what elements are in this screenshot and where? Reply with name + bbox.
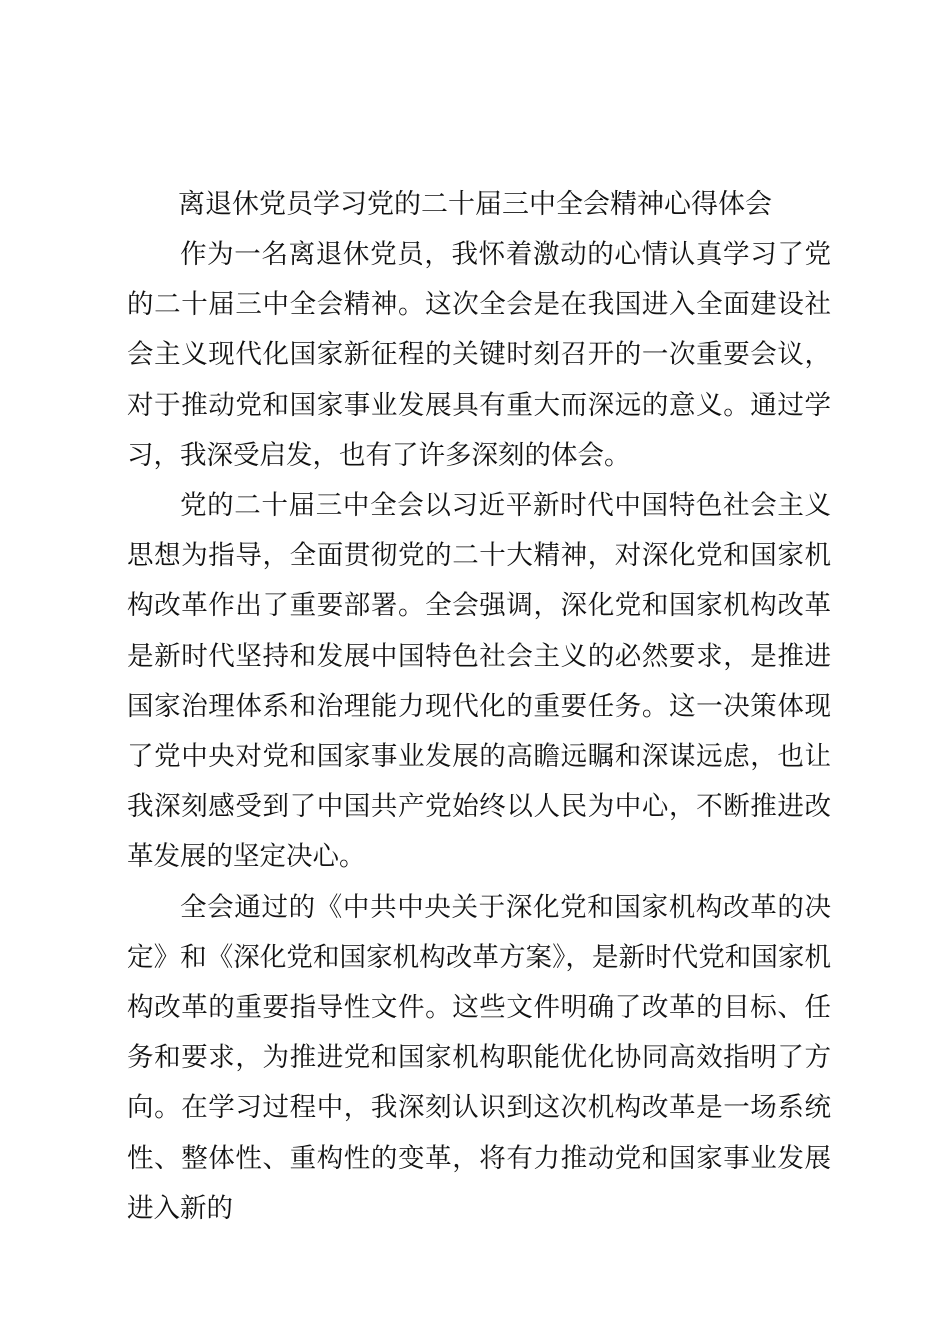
document-title: 离退休党员学习党的二十届三中全会精神心得体会 — [178, 189, 772, 220]
paragraph-3: 全会通过的《中共中央关于深化党和国家机构改革的决定》和《深化党和国家机构改革方案》，是新时代党和国家机构改革的重要指导性文件。这些文件明确了改革的目标、任务和要求，为推进党和国家机构职能优化协同高效指明了方向。在学习过程中，我深刻认识到这次机构改革是一场系统性、整体性、重构性的变革，将有力推动党和国家事业发展进入新的 — [127, 891, 831, 1224]
paragraph-2: 党的二十届三中全会以习近平新时代中国特色社会主义思想为指导，全面贯彻党的二十大精神，对深化党和国家机构改革作出了重要部署。全会强调，深化党和国家机构改革是新时代坚持和发展中国特色社会主义的必然要求，是推进国家治理体系和治理能力现代化的重要任务。这一决策体现了党中央对党和国家事业发展的高瞻远瞩和深谋远虑，也让我深刻感受到了中国共产党始终以人民为中心，不断推进改革发展的坚定决心。 — [127, 490, 831, 873]
document-body — [127, 230, 831, 1234]
paragraph-1: 作为一名离退休党员，我怀着激动的心情认真学习了党的二十届三中全会精神。这次全会是在我国进入全面建设社会主义现代化国家新征程的关键时刻召开的一次重要会议，对于推动党和国家事业发展具有重大而深远的意义。通过学习，我深受启发，也有了许多深刻的体会。 — [127, 239, 831, 471]
